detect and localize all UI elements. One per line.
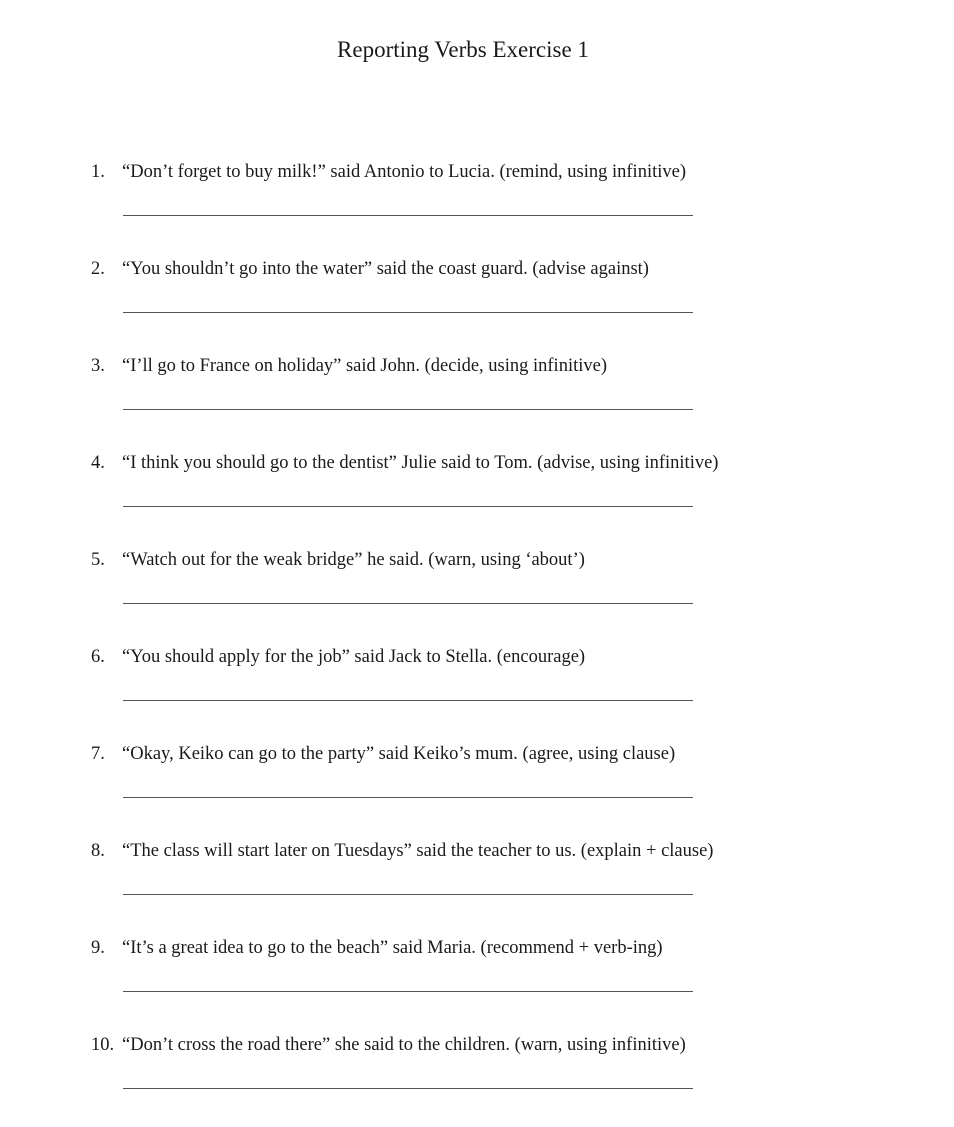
item-number: 1. — [91, 162, 105, 182]
item-text: “You should apply for the job” said Jack to Stella. (encourage) — [122, 647, 586, 667]
answer-line[interactable] — [123, 312, 693, 313]
exercise-item — [91, 739, 921, 836]
item-number: 9. — [91, 938, 105, 958]
exercise-item — [91, 545, 921, 642]
exercise-item — [91, 933, 921, 1030]
item-number: 6. — [91, 647, 105, 667]
answer-line[interactable] — [123, 506, 693, 507]
item-number: 4. — [91, 453, 105, 473]
exercise-item — [91, 1030, 921, 1127]
item-number: 7. — [91, 744, 105, 764]
item-text: “I think you should go to the dentist” Julie said to Tom. (advise, using infinitive) — [122, 453, 719, 473]
exercise-item — [91, 642, 921, 739]
item-number: 10. — [91, 1035, 115, 1055]
item-text: “The class will start later on Tuesdays” said the teacher to us. (explain + clause) — [122, 841, 714, 861]
exercise-item — [91, 254, 921, 351]
answer-line[interactable] — [123, 603, 693, 604]
item-number: 8. — [91, 841, 105, 861]
item-text: “Watch out for the weak bridge” he said. (warn, using ‘about’) — [122, 550, 585, 570]
item-text: “It’s a great idea to go to the beach” said Maria. (recommend + verb-ing) — [122, 938, 663, 958]
page-title: Reporting Verbs Exercise 1 — [337, 37, 589, 62]
item-number: 2. — [91, 259, 105, 279]
answer-line[interactable] — [123, 797, 693, 798]
answer-line[interactable] — [123, 991, 693, 992]
item-text: “I’ll go to France on holiday” said John. (decide, using infinitive) — [122, 356, 607, 376]
item-text: “Okay, Keiko can go to the party” said Keiko’s mum. (agree, using clause) — [122, 744, 676, 764]
item-number: 3. — [91, 356, 105, 376]
item-number: 5. — [91, 550, 105, 570]
exercise-item — [91, 448, 921, 545]
exercise-list — [91, 157, 921, 1127]
exercise-item — [91, 836, 921, 933]
exercise-item — [91, 157, 921, 254]
answer-line[interactable] — [123, 1088, 693, 1089]
item-text: “Don’t forget to buy milk!” said Antonio to Lucia. (remind, using infinitive) — [122, 162, 686, 182]
exercise-item — [91, 351, 921, 448]
answer-line[interactable] — [123, 894, 693, 895]
item-text: “You shouldn’t go into the water” said the coast guard. (advise against) — [122, 259, 649, 279]
answer-line[interactable] — [123, 700, 693, 701]
item-text: “Don’t cross the road there” she said to the children. (warn, using infinitive) — [122, 1035, 686, 1055]
answer-line[interactable] — [123, 409, 693, 410]
answer-line[interactable] — [123, 215, 693, 216]
